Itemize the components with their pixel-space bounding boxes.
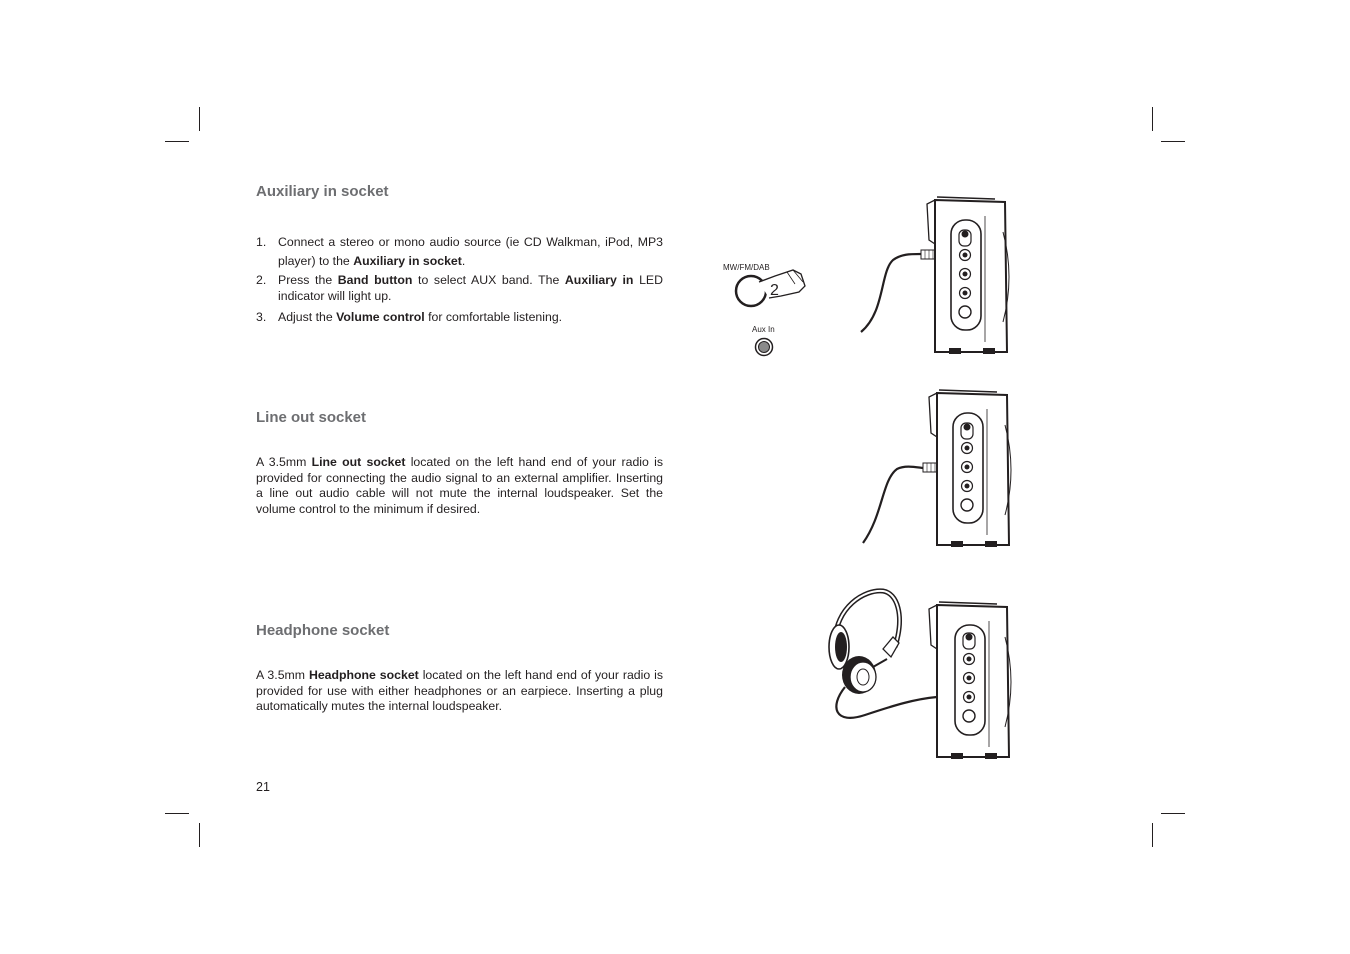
crop-mark [1152, 107, 1153, 131]
list-item: 1. Connect a stereo or mono audio source (ie CD Walkman, iPod, MP3 player) to the Auxiliary in socket. [256, 235, 663, 268]
crop-mark [1161, 141, 1185, 142]
line-out-cable [863, 467, 923, 543]
band-button-label: MW/FM/DAB [723, 263, 770, 272]
radio-headphone-illustration [825, 587, 1017, 765]
radio-line-out-illustration [857, 385, 1017, 555]
list-item: 3. Adjust the Volume control for comfortable listening. [256, 310, 563, 324]
aux-cable [861, 254, 921, 332]
crop-mark [165, 141, 189, 142]
radio-aux-in-illustration [855, 192, 1015, 362]
lineout-paragraph: A 3.5mm Line out socket located on the left hand end of your radio is provided for connecting the audio signal to an external amplifier. Inserting a line out audio cable will not mute the internal loudspeaker. Set the volume control to the minimum if desired. [256, 455, 663, 516]
crop-mark [1152, 823, 1153, 847]
step-number-label: 2 [770, 282, 779, 299]
crop-mark [199, 107, 200, 131]
headphone-paragraph: A 3.5mm Headphone socket located on the left hand end of your radio is provided for use with either headphones or an earpiece. Inserting a plug automatically mutes the internal loudspeaker. [256, 668, 664, 713]
page-number: 21 [256, 780, 270, 794]
list-item: 2. Press the Band button to select AUX band. The Auxiliary in LED indicator will light up. [256, 273, 663, 303]
section-title-headphone: Headphone socket [256, 622, 390, 639]
aux-in-label: Aux In [752, 325, 775, 334]
section-title-aux: Auxiliary in socket [256, 183, 389, 200]
crop-mark [199, 823, 200, 847]
aux-steps-list [256, 233, 663, 328]
crop-mark [1161, 813, 1185, 814]
section-title-lineout: Line out socket [256, 409, 367, 426]
crop-mark [165, 813, 189, 814]
band-button-illustration [715, 258, 825, 363]
